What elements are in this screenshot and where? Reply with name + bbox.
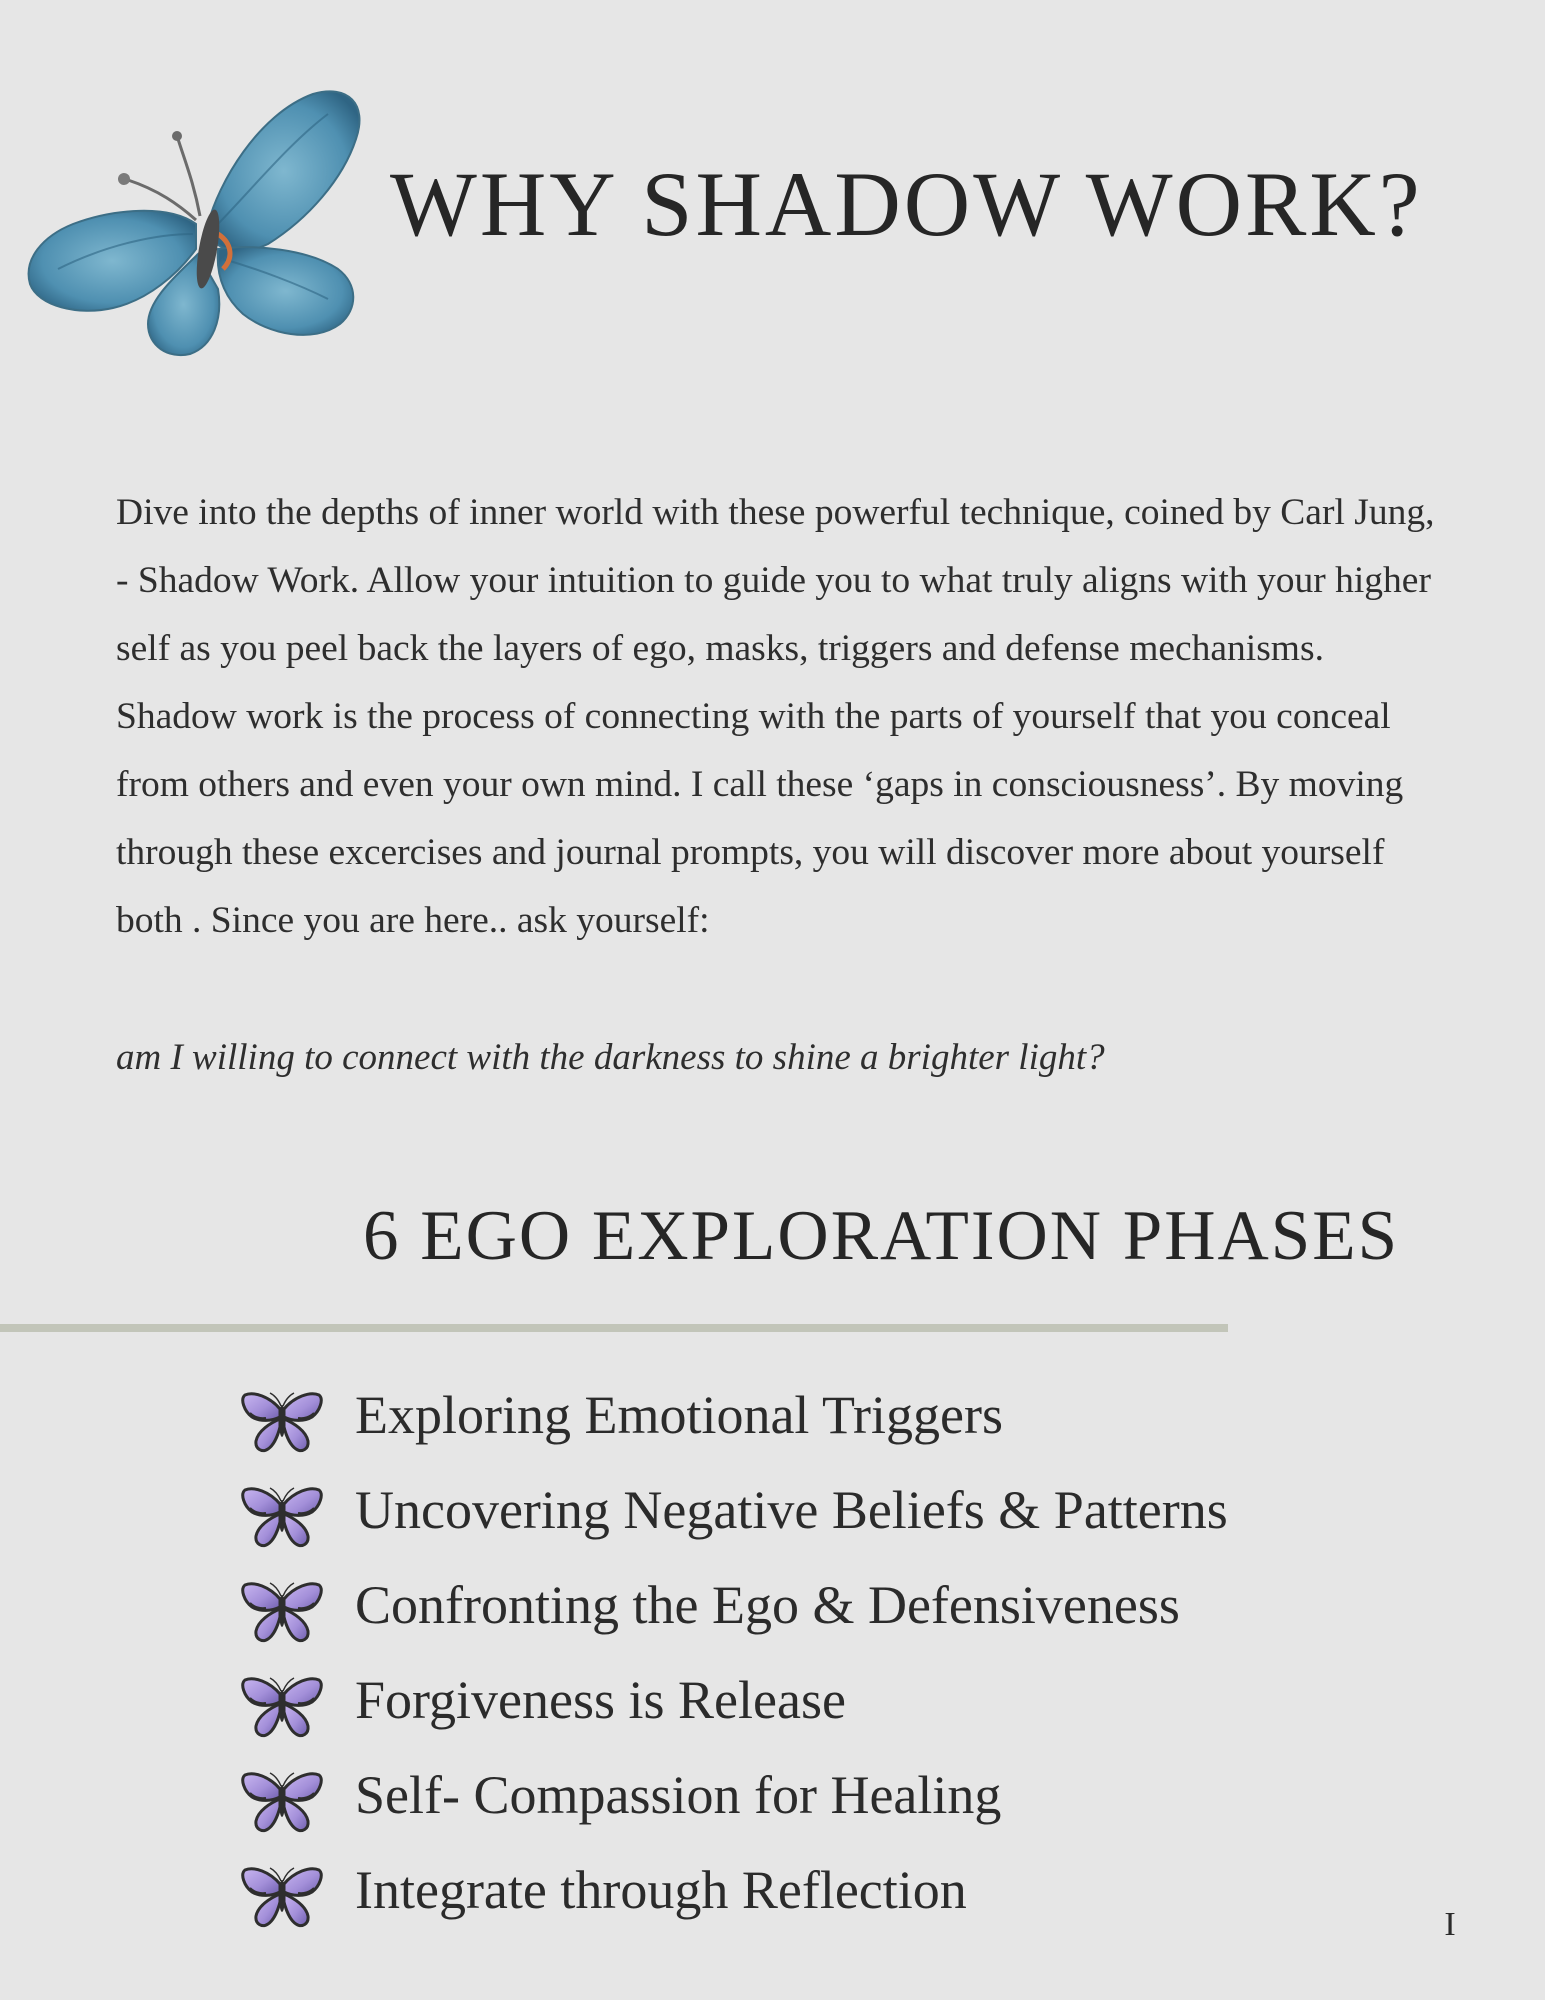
phases-title: 6 EGO EXPLORATION PHASES: [363, 1197, 1400, 1275]
phase-item: [240, 1755, 1390, 1835]
phase-item: [240, 1470, 1390, 1550]
phase-item: [240, 1565, 1390, 1645]
purple-butterfly-icon: [240, 1577, 324, 1647]
purple-butterfly-icon: [240, 1672, 324, 1742]
intro-paragraph: Dive into the depths of inner world with these powerful technique, coined by Carl Jung, - Shadow Work. Allow your intuition to guide you to what truly aligns with your higher self as you peel back the layers of ego, masks, triggers and defense mechanisms. Shadow work is the process of connecting with the parts of yourself that you conceal from others and even your own mind. I call these ‘gaps in consciousness’. By moving through these excercises and journal prompts, you will discover more about yourself both . Since you are here.. ask yourself:: [116, 492, 1435, 941]
phase-item: [240, 1660, 1390, 1740]
purple-butterfly-icon: [240, 1862, 324, 1932]
phase-label: Exploring Emotional Triggers: [355, 1385, 1003, 1445]
phase-label: Confronting the Ego & Defensiveness: [355, 1575, 1180, 1635]
blue-butterfly-icon: [18, 84, 363, 359]
phase-label: Integrate through Reflection: [355, 1860, 967, 1920]
purple-butterfly-icon: [240, 1482, 324, 1552]
section-divider: [0, 1324, 1228, 1332]
reflection-question: am I willing to connect with the darkness to shine a brighter light?: [116, 1037, 1105, 1078]
phase-label: Forgiveness is Release: [355, 1670, 846, 1730]
purple-butterfly-icon: [240, 1767, 324, 1837]
phase-item: [240, 1850, 1390, 1930]
page-title: WHY SHADOW WORK?: [390, 153, 1423, 255]
phase-label: Self- Compassion for Healing: [355, 1765, 1002, 1825]
purple-butterfly-icon: [240, 1387, 324, 1457]
page-number: I: [1444, 1906, 1456, 1943]
phase-label: Uncovering Negative Beliefs & Patterns: [355, 1480, 1228, 1540]
phase-item: [240, 1375, 1390, 1455]
